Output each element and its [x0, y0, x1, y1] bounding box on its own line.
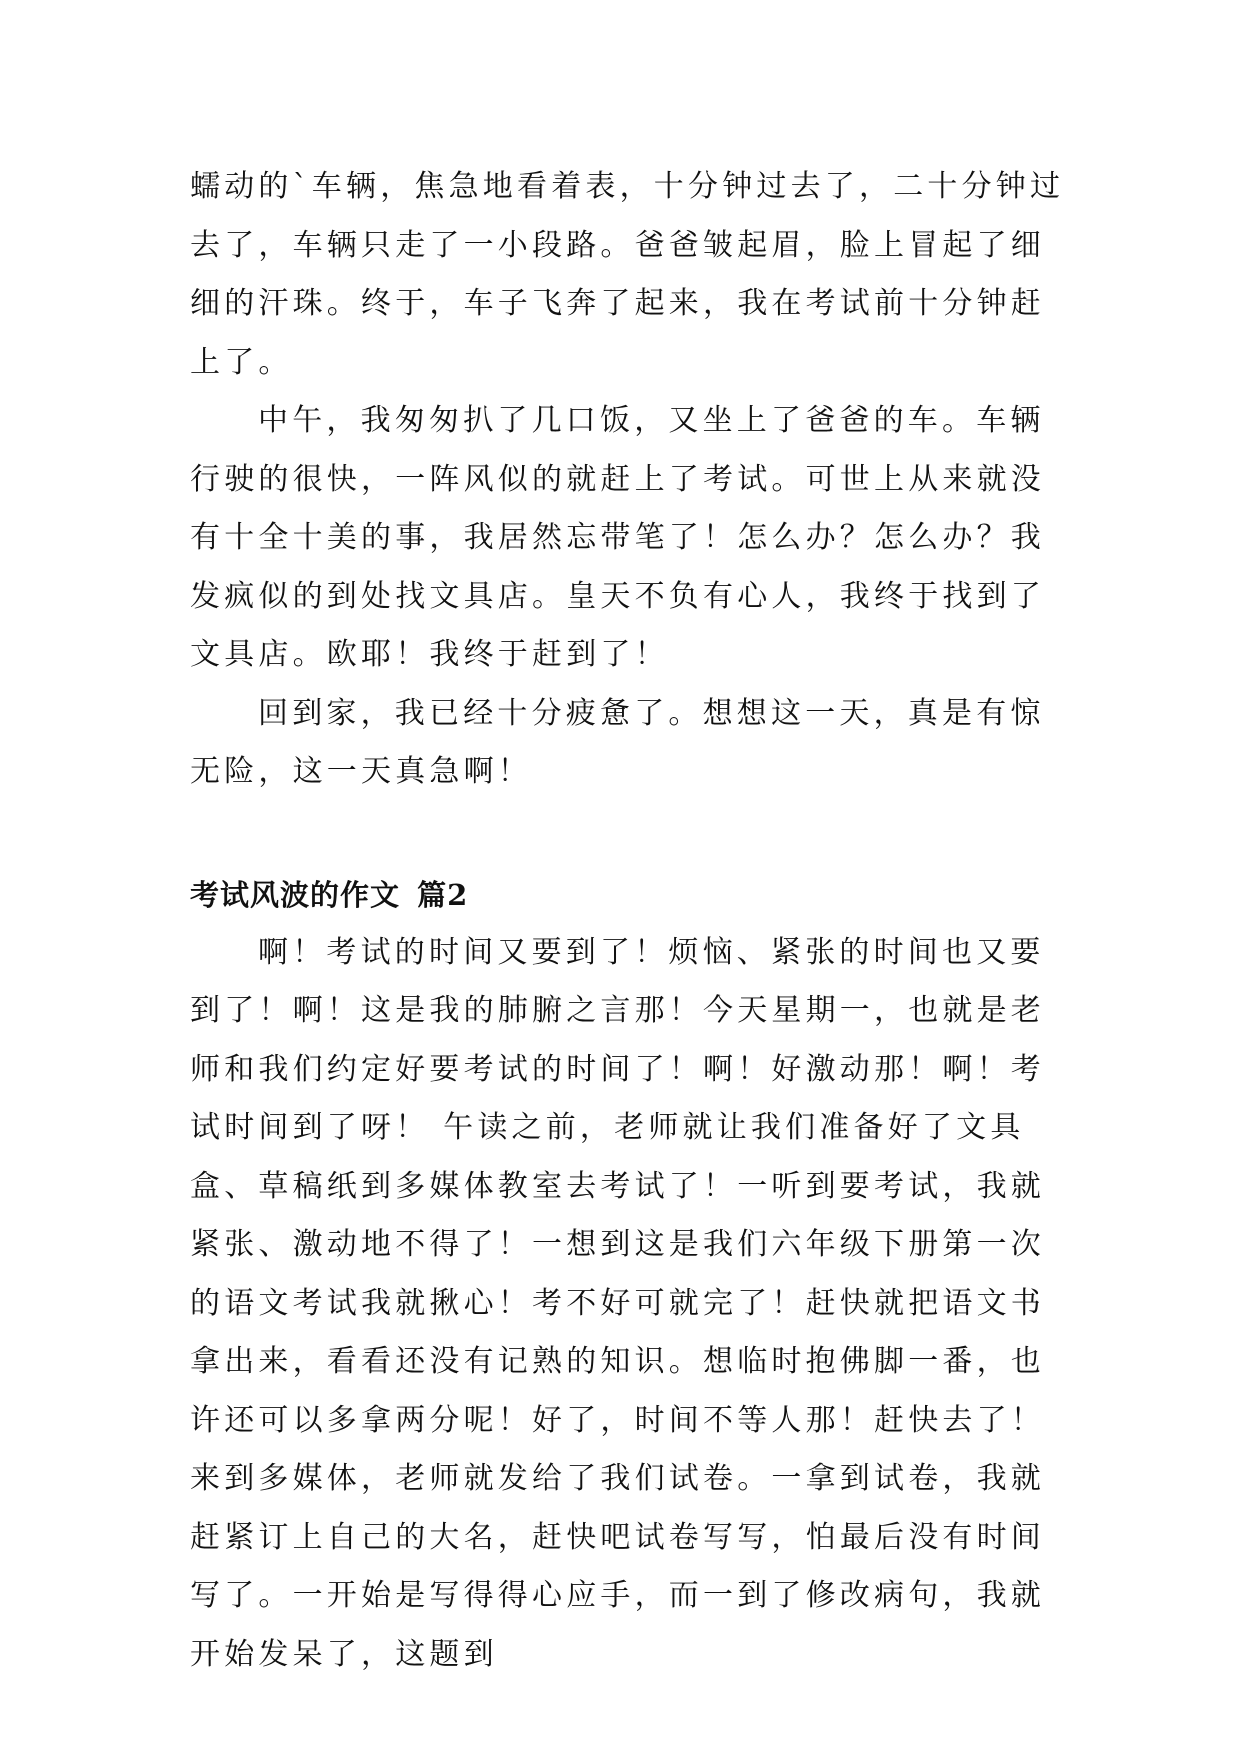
- paragraph-1: 蠕动的`车辆，焦急地看着表，十分钟过去了，二十分钟过去了，车辆只走了一小段路。爸爸皱起眉，脸上冒起了细细的汗珠。终于，车子飞奔了起来，我在考试前十分钟赶上了。: [190, 169, 1065, 380]
- document-body: [190, 158, 1070, 1684]
- paragraph-4: 啊！考试的时间又要到了！烦恼、紧张的时间也又要到了！啊！这是我的肺腑之言那！今天星期一，也就是老师和我们约定好要考试的时间了！啊！好激动那！啊！考试时间到了呀！ 午读之前，老师就让我们准备好了文具盒、草稿纸到多媒体教室去考试了！一听到要考试，我就紧张、激动地不得了！一想到这是我们六年级下册第一次的语文考试我就揪心！考不好可就完了！赶快就把语文书拿出来，看看还没有记熟的知识。想临时抱佛脚一番，也许还可以多拿两分呢！好了，时间不等人那！赶快去了！ 来到多媒体，老师就发给了我们试卷。一拿到试卷，我就赶紧订上自己的大名，赶快吧试卷写写，怕最后没有时间写了。一开始是写得得心应手，而一到了修改病句，我就开始发呆了，这题到: [190, 934, 1045, 1672]
- section-title: 考试风波的作文 篇2: [190, 877, 469, 912]
- paragraph-3: 回到家，我已经十分疲惫了。想想这一天，真是有惊无险，这一天真急啊！: [190, 695, 1045, 789]
- paragraph-2: 中午，我匆匆扒了几口饭，又坐上了爸爸的车。车辆行驶的很快，一阵风似的就赶上了考试。可世上从来就没有十全十美的事，我居然忘带笔了！怎么办？怎么办？我发疯似的到处找文具店。皇天不负有心人，我终于找到了文具店。欧耶！我终于赶到了！: [190, 403, 1045, 672]
